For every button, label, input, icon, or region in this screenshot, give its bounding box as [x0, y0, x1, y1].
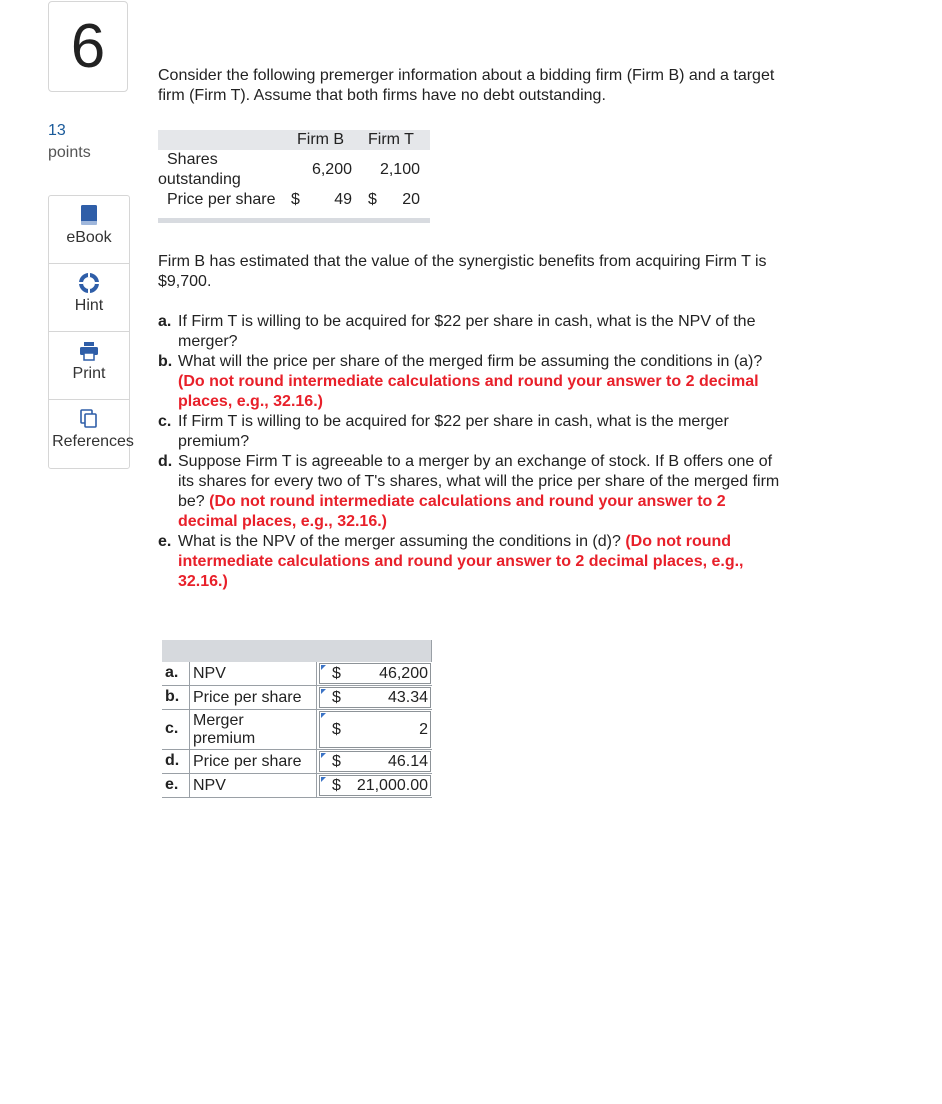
question-b: b. What will the price per share of the merged firm be assuming the conditions in (a)? (Do not round intermediate calculations and round your answer to 2 decimal places, e.g., 32.16.) — [158, 353, 763, 410]
answer-input-price-per-share-stock[interactable]: $ 46.14 — [319, 751, 431, 772]
answer-row-a: a. NPV $ 46,200 — [162, 662, 432, 686]
premerger-info-table — [158, 130, 430, 210]
shares-firm-b: 6,200 — [311, 161, 352, 178]
info-table-header — [158, 130, 430, 150]
rounding-note: (Do not round intermediate calculations and round your answer to 2 decimal places, e.g., 32.16.) — [178, 373, 759, 410]
book-icon — [79, 205, 99, 225]
price-label: Price per share — [167, 191, 276, 208]
answer-row-e: e. NPV $ 21,000.00 — [162, 774, 432, 798]
info-table-divider — [158, 218, 430, 223]
answer-row-b: b. Price per share $ 43.34 — [162, 686, 432, 710]
lifebuoy-icon — [79, 273, 99, 293]
header-firm-b: Firm B — [297, 131, 345, 148]
question-number: 6 — [48, 1, 128, 92]
printer-icon — [79, 341, 99, 361]
info-row-shares — [158, 150, 430, 190]
header-firm-t: Firm T — [368, 131, 414, 148]
ebook-button[interactable] — [49, 196, 129, 264]
info-row-price — [158, 190, 430, 210]
answer-desc: NPV — [189, 662, 317, 685]
points-label: points — [48, 144, 91, 161]
answer-input-merger-premium[interactable]: $ 2 — [319, 711, 431, 748]
tools-panel — [48, 195, 134, 469]
references-label: References — [52, 433, 134, 450]
answer-input-npv[interactable]: $ 46,200 — [319, 663, 431, 684]
answer-row-c: c. Merger premium $ 2 — [162, 710, 432, 750]
answer-table-header — [162, 640, 432, 662]
question-list — [158, 312, 783, 592]
intro-text: Consider the following premerger information about a bidding firm (Firm B) and a target firm (Firm T). Assume that both firms have no debt outstanding. — [158, 67, 775, 104]
references-button[interactable] — [49, 400, 134, 468]
price-cur-t: $ — [368, 191, 377, 208]
question-a: a. If Firm T is willing to be acquired for $22 per share in cash, what is the NPV of the merger? — [158, 313, 756, 350]
print-button[interactable] — [49, 332, 129, 400]
question-d: d. Suppose Firm T is agreeable to a merger by an exchange of stock. If B offers one of its shares for every two of T's shares, what will the price per share of the merged firm be? (Do not round intermediate calculations and round your answer to 2 decimal places, e.g., 32.16.) — [158, 453, 780, 530]
ebook-label: eBook — [66, 229, 112, 246]
answer-desc: Merger premium — [189, 710, 317, 749]
answer-row-d: d. Price per share $ 46.14 — [162, 750, 432, 774]
synergy-text: Firm B has estimated that the value of the synergistic benefits from acquiring Firm T is $9,700. — [158, 253, 767, 290]
price-cur-b: $ — [291, 191, 300, 208]
answer-table — [162, 640, 432, 798]
rounding-note: (Do not round intermediate calculations and round your answer to 2 decimal places, e.g., 32.16.) — [178, 533, 744, 590]
answer-desc: Price per share — [189, 686, 317, 709]
copy-icon — [79, 409, 99, 429]
answer-input-price-per-share[interactable]: $ 43.34 — [319, 687, 431, 708]
question-content — [158, 66, 783, 590]
rounding-note: (Do not round intermediate calculations and round your answer to 2 decimal places, e.g., 32.16.) — [178, 493, 726, 530]
question-c: c. If Firm T is willing to be acquired for $22 per share in cash, what is the merger premium? — [158, 413, 729, 450]
hint-label: Hint — [74, 297, 104, 314]
question-e: e. What is the NPV of the merger assuming the conditions in (d)? (Do not round intermediate calculations and round your answer to 2 decimal places, e.g., 32.16.) — [158, 533, 744, 590]
hint-button[interactable] — [49, 264, 129, 332]
answer-desc: Price per share — [189, 750, 317, 773]
shares-label-2: outstanding — [158, 171, 241, 188]
points-info — [48, 120, 91, 164]
price-firm-t: 20 — [402, 191, 420, 208]
shares-label-1: Shares — [167, 151, 218, 168]
print-label: Print — [72, 365, 106, 382]
price-firm-b: 49 — [334, 191, 352, 208]
shares-firm-t: 2,100 — [379, 161, 420, 178]
answer-input-npv-stock[interactable]: $ 21,000.00 — [319, 775, 431, 796]
points-value: 13 — [48, 122, 66, 139]
answer-desc: NPV — [189, 774, 317, 797]
